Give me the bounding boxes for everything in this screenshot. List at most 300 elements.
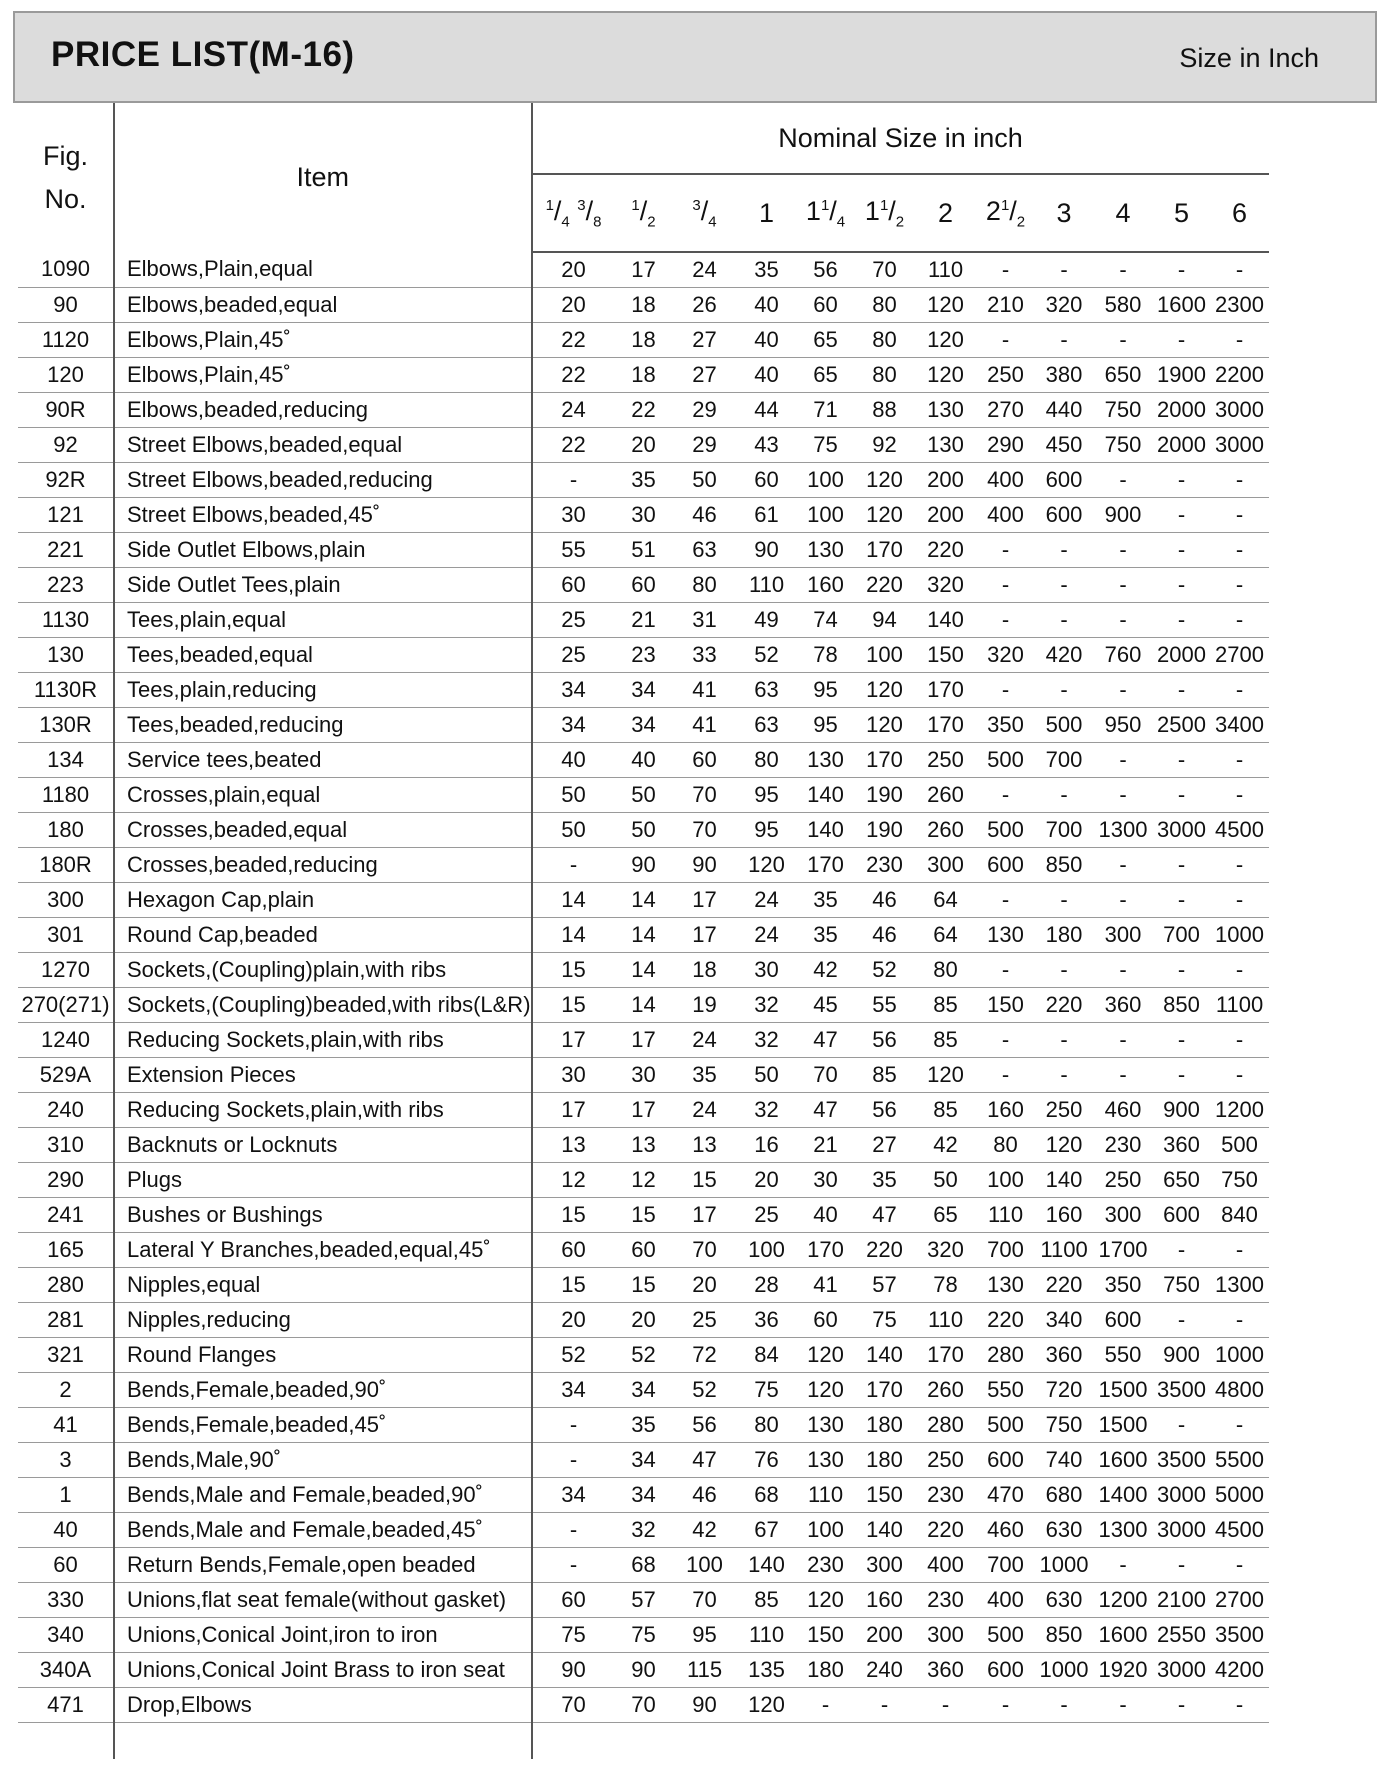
fig-no-cell: 92: [18, 427, 114, 462]
price-cell: 750: [1211, 1162, 1269, 1197]
fig-no-cell: 221: [18, 532, 114, 567]
price-cell: -: [977, 602, 1035, 637]
fig-no-cell: 223: [18, 567, 114, 602]
price-cell: -: [1035, 882, 1094, 917]
price-cell: 41: [673, 707, 737, 742]
price-cell: 25: [532, 602, 615, 637]
price-cell: 2550: [1153, 1617, 1211, 1652]
price-cell: 14: [532, 917, 615, 952]
price-cell: 30: [797, 1162, 855, 1197]
price-cell: 260: [915, 1372, 977, 1407]
item-name-cell: Bends,Male and Female,beaded,45˚: [114, 1512, 532, 1547]
price-cell: 230: [915, 1582, 977, 1617]
price-cell: 630: [1035, 1512, 1094, 1547]
price-cell: 110: [797, 1477, 855, 1512]
price-cell: 2500: [1153, 707, 1211, 742]
price-cell: 40: [737, 357, 797, 392]
price-cell: -: [1211, 497, 1269, 532]
fig-no-cell: 340: [18, 1617, 114, 1652]
price-cell: -: [1211, 602, 1269, 637]
item-name-cell: Reducing Sockets,plain,with ribs: [114, 1022, 532, 1057]
price-cell: 1200: [1094, 1582, 1153, 1617]
price-cell: 65: [797, 322, 855, 357]
price-cell: 135: [737, 1652, 797, 1687]
price-cell: -: [1211, 952, 1269, 987]
price-cell: 18: [615, 322, 673, 357]
price-cell: -: [1153, 882, 1211, 917]
price-cell: -: [1211, 1302, 1269, 1337]
fig-no-cell: 290: [18, 1162, 114, 1197]
price-cell: 50: [532, 777, 615, 812]
price-cell: -: [1094, 952, 1153, 987]
item-name-cell: Elbows,beaded,equal: [114, 287, 532, 322]
price-cell: 30: [737, 952, 797, 987]
table-row: [18, 1092, 1269, 1127]
price-cell: 500: [977, 812, 1035, 847]
price-cell: 180: [855, 1442, 915, 1477]
item-name-cell: Crosses,beaded,reducing: [114, 847, 532, 882]
price-cell: 100: [737, 1232, 797, 1267]
price-cell: 68: [737, 1477, 797, 1512]
price-cell: 30: [532, 1057, 615, 1092]
price-cell: 1600: [1153, 287, 1211, 322]
fig-no-cell: 310: [18, 1127, 114, 1162]
price-cell: 1000: [1211, 1337, 1269, 1372]
price-cell: 1900: [1153, 357, 1211, 392]
price-cell: 22: [532, 357, 615, 392]
price-cell: 90: [532, 1652, 615, 1687]
price-cell: 220: [915, 1512, 977, 1547]
price-cell: 24: [532, 392, 615, 427]
price-cell: 260: [915, 777, 977, 812]
price-cell: 35: [615, 462, 673, 497]
fig-no-cell: 130: [18, 637, 114, 672]
price-cell: 220: [855, 1232, 915, 1267]
fig-no-cell: 134: [18, 742, 114, 777]
price-cell: 130: [977, 1267, 1035, 1302]
price-cell: 120: [737, 1687, 797, 1722]
fig-no-cell: 280: [18, 1267, 114, 1302]
price-cell: -: [1153, 1547, 1211, 1582]
price-cell: 75: [855, 1302, 915, 1337]
price-cell: 65: [915, 1197, 977, 1232]
price-cell: 400: [915, 1547, 977, 1582]
price-cell: 630: [1035, 1582, 1094, 1617]
price-cell: 110: [915, 1302, 977, 1337]
price-cell: -: [1035, 567, 1094, 602]
price-cell: 56: [855, 1022, 915, 1057]
price-cell: 280: [915, 1407, 977, 1442]
price-cell: 78: [915, 1267, 977, 1302]
price-cell: 35: [855, 1162, 915, 1197]
price-cell: 18: [673, 952, 737, 987]
price-cell: 120: [855, 707, 915, 742]
price-cell: 80: [673, 567, 737, 602]
price-cell: 100: [797, 1512, 855, 1547]
price-cell: 150: [797, 1617, 855, 1652]
price-cell: -: [1035, 672, 1094, 707]
table-row: [18, 1162, 1269, 1197]
price-cell: 52: [673, 1372, 737, 1407]
price-cell: 3500: [1211, 1617, 1269, 1652]
price-cell: 170: [915, 1337, 977, 1372]
item-name-cell: Side Outlet Tees,plain: [114, 567, 532, 602]
price-cell: -: [1211, 777, 1269, 812]
size-header-10: 5: [1153, 174, 1211, 252]
table-bottom-spacer: [18, 1722, 1269, 1759]
price-cell: 550: [1094, 1337, 1153, 1372]
price-cell: -: [977, 672, 1035, 707]
price-cell: 17: [673, 1197, 737, 1232]
price-cell: 240: [855, 1652, 915, 1687]
price-cell: 70: [797, 1057, 855, 1092]
price-cell: 400: [977, 462, 1035, 497]
price-cell: 120: [797, 1372, 855, 1407]
price-cell: 360: [1153, 1127, 1211, 1162]
price-cell: -: [532, 847, 615, 882]
price-cell: 210: [977, 287, 1035, 322]
fig-no-cell: 529A: [18, 1057, 114, 1092]
price-cell: -: [1211, 322, 1269, 357]
price-cell: 64: [915, 917, 977, 952]
price-cell: -: [977, 252, 1035, 287]
fig-no-cell: 121: [18, 497, 114, 532]
price-cell: -: [1094, 602, 1153, 637]
price-cell: 70: [855, 252, 915, 287]
price-cell: -: [532, 1442, 615, 1477]
price-cell: 600: [977, 1652, 1035, 1687]
price-cell: 4200: [1211, 1652, 1269, 1687]
price-cell: 60: [673, 742, 737, 777]
price-cell: 20: [615, 1302, 673, 1337]
nominal-size-header: Nominal Size in inch: [532, 103, 1269, 174]
price-cell: 52: [615, 1337, 673, 1372]
size-header-8: 3: [1035, 174, 1094, 252]
price-cell: 220: [915, 532, 977, 567]
price-cell: 110: [977, 1197, 1035, 1232]
table-row: [18, 1687, 1269, 1722]
price-cell: -: [1035, 602, 1094, 637]
price-cell: 900: [1153, 1092, 1211, 1127]
price-cell: 17: [532, 1022, 615, 1057]
fig-no-cell: 40: [18, 1512, 114, 1547]
size-header-5: $1^1/_2$: [855, 174, 915, 252]
price-cell: -: [977, 1687, 1035, 1722]
price-cell: -: [1153, 497, 1211, 532]
item-name-cell: Bends,Female,beaded,45˚: [114, 1407, 532, 1442]
price-cell: 280: [977, 1337, 1035, 1372]
price-cell: 170: [797, 847, 855, 882]
price-cell: 700: [1035, 812, 1094, 847]
price-cell: 75: [797, 427, 855, 462]
price-cell: 140: [797, 777, 855, 812]
price-cell: -: [1211, 672, 1269, 707]
price-cell: 750: [1094, 427, 1153, 462]
price-cell: -: [1153, 952, 1211, 987]
price-cell: 94: [855, 602, 915, 637]
fig-no-cell: 41: [18, 1407, 114, 1442]
price-cell: 220: [1035, 987, 1094, 1022]
price-cell: 500: [977, 742, 1035, 777]
price-cell: 50: [532, 812, 615, 847]
price-cell: -: [1211, 1232, 1269, 1267]
fig-no-cell: 120: [18, 357, 114, 392]
price-cell: -: [1094, 462, 1153, 497]
price-cell: 140: [1035, 1162, 1094, 1197]
price-cell: 500: [977, 1407, 1035, 1442]
price-cell: 85: [915, 1092, 977, 1127]
fig-no-cell: 240: [18, 1092, 114, 1127]
price-cell: 90: [615, 1652, 673, 1687]
table-row: [18, 917, 1269, 952]
price-cell: -: [1211, 462, 1269, 497]
page-title: PRICE LIST(M-16): [51, 35, 355, 74]
price-cell: 140: [855, 1337, 915, 1372]
fig-no-cell: 1: [18, 1477, 114, 1512]
table-row: [18, 707, 1269, 742]
price-cell: 110: [737, 1617, 797, 1652]
price-cell: 63: [737, 707, 797, 742]
price-cell: -: [1035, 322, 1094, 357]
item-name-cell: Tees,plain,reducing: [114, 672, 532, 707]
price-cell: 15: [673, 1162, 737, 1197]
price-cell: 160: [797, 567, 855, 602]
table-row: [18, 357, 1269, 392]
price-cell: 26: [673, 287, 737, 322]
price-cell: 440: [1035, 392, 1094, 427]
price-cell: 600: [1035, 497, 1094, 532]
price-cell: 34: [532, 1477, 615, 1512]
price-cell: 170: [855, 742, 915, 777]
price-cell: 250: [915, 742, 977, 777]
price-cell: 13: [615, 1127, 673, 1162]
price-cell: 92: [855, 427, 915, 462]
price-cell: 200: [915, 497, 977, 532]
price-cell: 4800: [1211, 1372, 1269, 1407]
price-cell: 1600: [1094, 1442, 1153, 1477]
item-name-cell: Plugs: [114, 1162, 532, 1197]
price-cell: -: [1153, 847, 1211, 882]
price-cell: -: [977, 1057, 1035, 1092]
price-cell: 840: [1211, 1197, 1269, 1232]
price-cell: -: [977, 1022, 1035, 1057]
price-cell: 400: [977, 497, 1035, 532]
price-cell: 350: [1094, 1267, 1153, 1302]
item-name-cell: Unions,Conical Joint Brass to iron seat: [114, 1652, 532, 1687]
price-cell: 100: [977, 1162, 1035, 1197]
price-cell: 17: [532, 1092, 615, 1127]
fig-header-line1: Fig.: [42, 140, 88, 171]
fig-no-cell: 330: [18, 1582, 114, 1617]
price-cell: 35: [797, 917, 855, 952]
item-name-cell: Tees,beaded,reducing: [114, 707, 532, 742]
price-cell: 27: [673, 357, 737, 392]
price-cell: 3500: [1153, 1442, 1211, 1477]
price-cell: 32: [737, 1022, 797, 1057]
table-row: [18, 812, 1269, 847]
price-cell: 50: [737, 1057, 797, 1092]
price-cell: -: [1211, 882, 1269, 917]
table-row: [18, 1477, 1269, 1512]
price-cell: 32: [737, 987, 797, 1022]
price-cell: 230: [797, 1547, 855, 1582]
price-cell: -: [1211, 1057, 1269, 1092]
price-cell: 80: [737, 1407, 797, 1442]
price-cell: 15: [532, 1267, 615, 1302]
item-name-cell: Backnuts or Locknuts: [114, 1127, 532, 1162]
price-cell: 130: [915, 427, 977, 462]
fig-no-cell: 1120: [18, 322, 114, 357]
price-cell: 42: [915, 1127, 977, 1162]
price-cell: 15: [532, 952, 615, 987]
price-cell: 3000: [1153, 1477, 1211, 1512]
price-cell: -: [1094, 252, 1153, 287]
price-cell: 700: [977, 1547, 1035, 1582]
item-name-cell: Bends,Male and Female,beaded,90˚: [114, 1477, 532, 1512]
price-cell: 12: [615, 1162, 673, 1197]
price-cell: 300: [915, 847, 977, 882]
price-cell: 580: [1094, 287, 1153, 322]
price-cell: 50: [915, 1162, 977, 1197]
spacer-cell: [18, 1722, 114, 1759]
price-cell: 300: [1094, 1197, 1153, 1232]
fig-no-cell: 340A: [18, 1652, 114, 1687]
price-cell: 27: [855, 1127, 915, 1162]
price-cell: 12: [532, 1162, 615, 1197]
price-cell: 150: [855, 1477, 915, 1512]
price-cell: 2100: [1153, 1582, 1211, 1617]
fig-no-cell: 300: [18, 882, 114, 917]
price-cell: 130: [797, 1407, 855, 1442]
fig-no-cell: 130R: [18, 707, 114, 742]
item-name-cell: Service tees,beated: [114, 742, 532, 777]
item-name-cell: Sockets,(Coupling)beaded,with ribs(L&R): [114, 987, 532, 1022]
price-cell: 17: [673, 917, 737, 952]
price-cell: 46: [673, 1477, 737, 1512]
price-cell: 120: [915, 287, 977, 322]
price-cell: 60: [615, 567, 673, 602]
price-cell: 34: [532, 1372, 615, 1407]
price-table: [18, 103, 1269, 1759]
price-cell: 17: [615, 252, 673, 287]
price-cell: 84: [737, 1337, 797, 1372]
price-cell: 40: [737, 322, 797, 357]
price-cell: -: [532, 1512, 615, 1547]
price-cell: 27: [673, 322, 737, 357]
price-cell: 900: [1153, 1337, 1211, 1372]
fig-no-cell: 301: [18, 917, 114, 952]
price-cell: 120: [915, 357, 977, 392]
price-cell: 20: [673, 1267, 737, 1302]
fig-no-cell: 1130R: [18, 672, 114, 707]
price-cell: 320: [915, 567, 977, 602]
fig-header-line2: No.: [44, 183, 87, 214]
price-cell: 41: [797, 1267, 855, 1302]
price-cell: 20: [532, 1302, 615, 1337]
price-cell: 23: [615, 637, 673, 672]
price-cell: 25: [737, 1197, 797, 1232]
table-row: [18, 392, 1269, 427]
price-cell: 25: [532, 637, 615, 672]
price-cell: 2700: [1211, 637, 1269, 672]
price-cell: 500: [977, 1617, 1035, 1652]
fig-no-cell: 1180: [18, 777, 114, 812]
price-cell: 35: [737, 252, 797, 287]
price-cell: -: [977, 777, 1035, 812]
price-cell: 56: [797, 252, 855, 287]
price-cell: 78: [797, 637, 855, 672]
price-cell: 220: [977, 1302, 1035, 1337]
fig-no-header: [18, 103, 114, 252]
price-cell: 85: [855, 1057, 915, 1092]
price-cell: 15: [532, 1197, 615, 1232]
price-cell: 21: [797, 1127, 855, 1162]
price-cell: 300: [855, 1547, 915, 1582]
table-row: [18, 1372, 1269, 1407]
price-cell: 600: [1094, 1302, 1153, 1337]
price-cell: 1000: [1035, 1547, 1094, 1582]
price-cell: -: [1211, 1687, 1269, 1722]
fig-no-cell: 180R: [18, 847, 114, 882]
price-cell: 5000: [1211, 1477, 1269, 1512]
table-row: [18, 1617, 1269, 1652]
item-name-cell: Crosses,plain,equal: [114, 777, 532, 812]
table-row: [18, 1127, 1269, 1162]
price-cell: 1000: [1211, 917, 1269, 952]
price-cell: 400: [977, 1582, 1035, 1617]
price-cell: 550: [977, 1372, 1035, 1407]
price-cell: 70: [615, 1687, 673, 1722]
price-cell: 40: [797, 1197, 855, 1232]
price-cell: 3000: [1153, 812, 1211, 847]
price-cell: 14: [615, 952, 673, 987]
price-cell: 15: [532, 987, 615, 1022]
price-cell: 34: [532, 672, 615, 707]
price-cell: 380: [1035, 357, 1094, 392]
price-cell: 22: [532, 427, 615, 462]
price-cell: 3500: [1153, 1372, 1211, 1407]
price-cell: 95: [797, 707, 855, 742]
fig-no-cell: 471: [18, 1687, 114, 1722]
price-cell: 42: [797, 952, 855, 987]
item-name-cell: Bends,Female,beaded,90˚: [114, 1372, 532, 1407]
price-cell: 750: [1035, 1407, 1094, 1442]
price-cell: 230: [1094, 1127, 1153, 1162]
price-cell: -: [1153, 777, 1211, 812]
price-cell: 260: [915, 812, 977, 847]
price-cell: 360: [1094, 987, 1153, 1022]
price-cell: -: [532, 462, 615, 497]
price-cell: 4500: [1211, 812, 1269, 847]
price-cell: 18: [615, 287, 673, 322]
price-cell: 40: [615, 742, 673, 777]
price-cell: 60: [532, 567, 615, 602]
price-cell: -: [1094, 882, 1153, 917]
price-cell: -: [1094, 1057, 1153, 1092]
price-cell: 180: [797, 1652, 855, 1687]
price-cell: 110: [737, 567, 797, 602]
size-header-0: $^1/_4$ $^3/_8$: [532, 174, 615, 252]
size-header-1: $^1/_2$: [615, 174, 673, 252]
price-cell: 15: [615, 1267, 673, 1302]
fig-no-cell: 281: [18, 1302, 114, 1337]
price-cell: 140: [915, 602, 977, 637]
price-cell: -: [1094, 1687, 1153, 1722]
table-row: [18, 742, 1269, 777]
price-cell: 85: [737, 1582, 797, 1617]
price-cell: 120: [797, 1337, 855, 1372]
price-cell: 60: [797, 287, 855, 322]
